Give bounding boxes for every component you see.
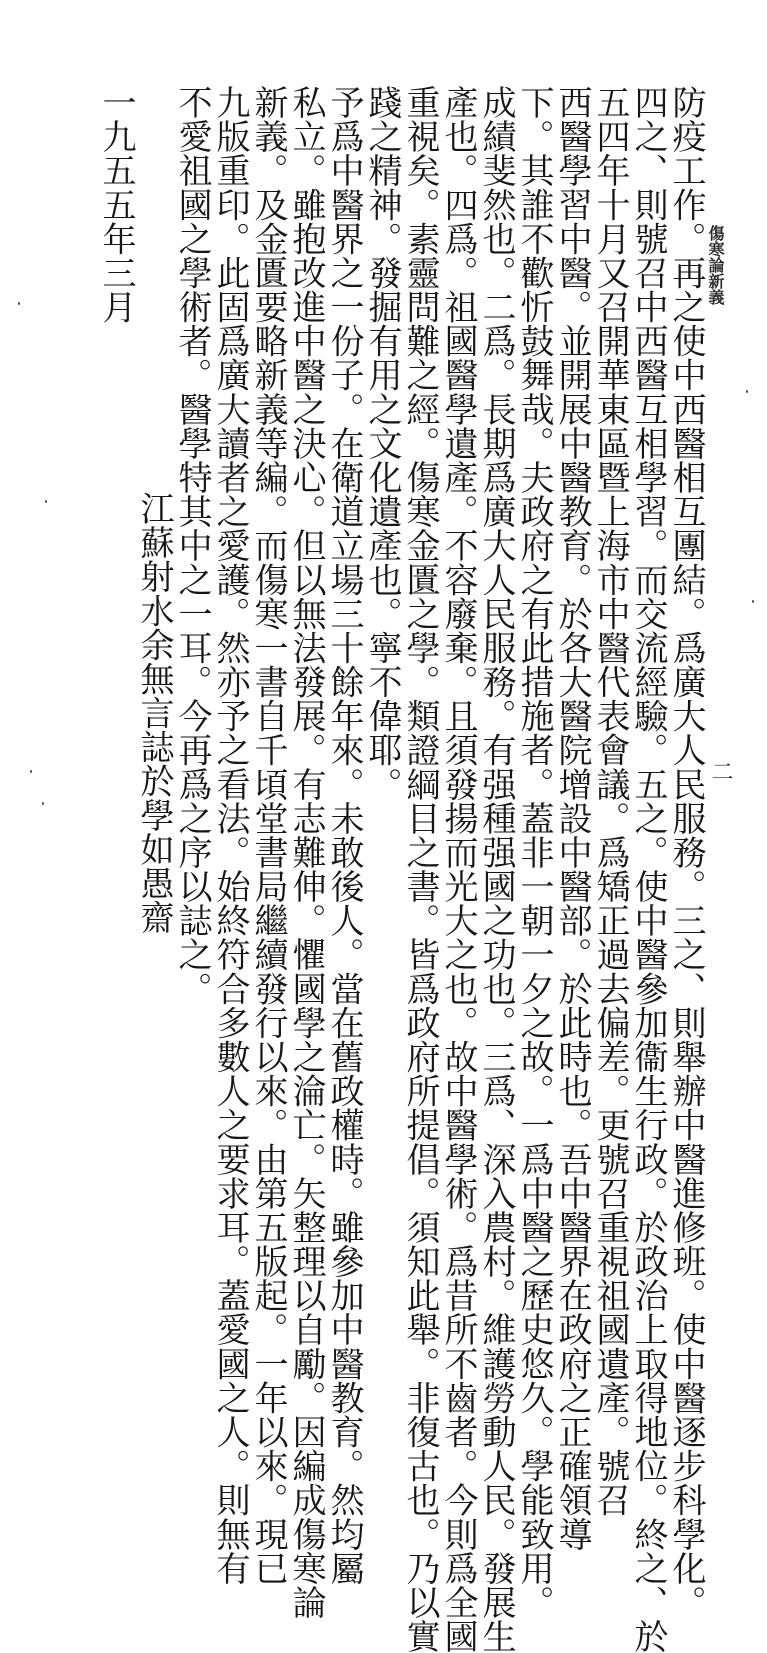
text-column: 新義。及金匱要略新義等編。而傷寒一書自千頃堂書局繼續發行以來。由第五版起。一年以來。現已: [248, 85, 288, 1585]
text-column: 重視矣。素靈問難之經。傷寒金匱之學。類證綱目之書。皆爲政府所提倡。須知此舉。非復古也。乃以實: [400, 85, 440, 1653]
scan-speck: [30, 770, 32, 773]
preface-text-body: [96, 85, 706, 1653]
scan-speck: [746, 390, 748, 393]
text-column: 產也。四爲。祖國醫學遺產。不容廢棄。且須發揚而光大之也。故中醫學術。爲昔所不齒者。今則爲全國: [438, 85, 478, 1653]
text-column: 踐之精神。發掘有用之文化遺產也。寧不偉耶。: [362, 85, 402, 801]
scan-speck: [18, 302, 20, 305]
text-column: 西醫學習中醫。並開展中醫教育。於各大醫院增設中醫部。於此時也。吾中醫界在政府之正確領導: [552, 85, 592, 1551]
text-column: 私立。雖抱改進中醫之決心。但以無法發展。有志難伸。懼國學之淪亡。矢整理以自勵。因編成傷寒論: [286, 85, 326, 1620]
author-signature: 江蘇射水余無言誌於學如愚齋: [134, 491, 174, 935]
text-column: 不愛祖國之學術者。醫學特其中之一耳。今再爲之序以誌之。: [172, 85, 212, 1006]
text-column: 予爲中醫界之一份子。在衛道立場三十餘年來。未敢後人。當在舊政權時。雖參加中醫教育。然均屬: [324, 85, 364, 1585]
page-number: 二: [708, 760, 733, 782]
text-column: 五四年十月又召開華東區暨上海市中醫代表會議。爲矯正過去偏差。更號召重視祖國遺產。號召: [590, 85, 630, 1517]
scan-speck: [42, 802, 44, 805]
text-column: 下。其誰不歡忻鼓舞哉。夫政府之有此措施者。蓋非一朝一夕之故。一爲中醫之歷史悠久。學能致用。: [514, 85, 554, 1620]
text-column: 成績斐然也。二爲。長期爲廣大人民服務。有强種强國之功也。三爲、深入農村。維護勞動人民。發展生: [476, 85, 516, 1653]
preface-date: 一九五五年三月: [96, 85, 136, 324]
running-header-title: 傷寒論新義: [706, 225, 725, 305]
text-column: 防疫工作。再之使中西醫相互團結。爲廣大人民服務。三之、則舉辦中醫進修班。使中醫逐步科學化。: [666, 85, 706, 1620]
scan-speck: [752, 600, 754, 603]
text-column: 四之、則號召中西醫互相學習。而交流經驗。五之。使中醫參加衞生行政。於政治上取得地位。終之、於: [628, 85, 668, 1653]
scan-speck: [45, 500, 47, 503]
text-column: 九版重印。此固爲廣大讀者之愛護。然亦予之看法。始終符合多數人之要求耳。蓋愛國之人。則無有: [210, 85, 250, 1585]
